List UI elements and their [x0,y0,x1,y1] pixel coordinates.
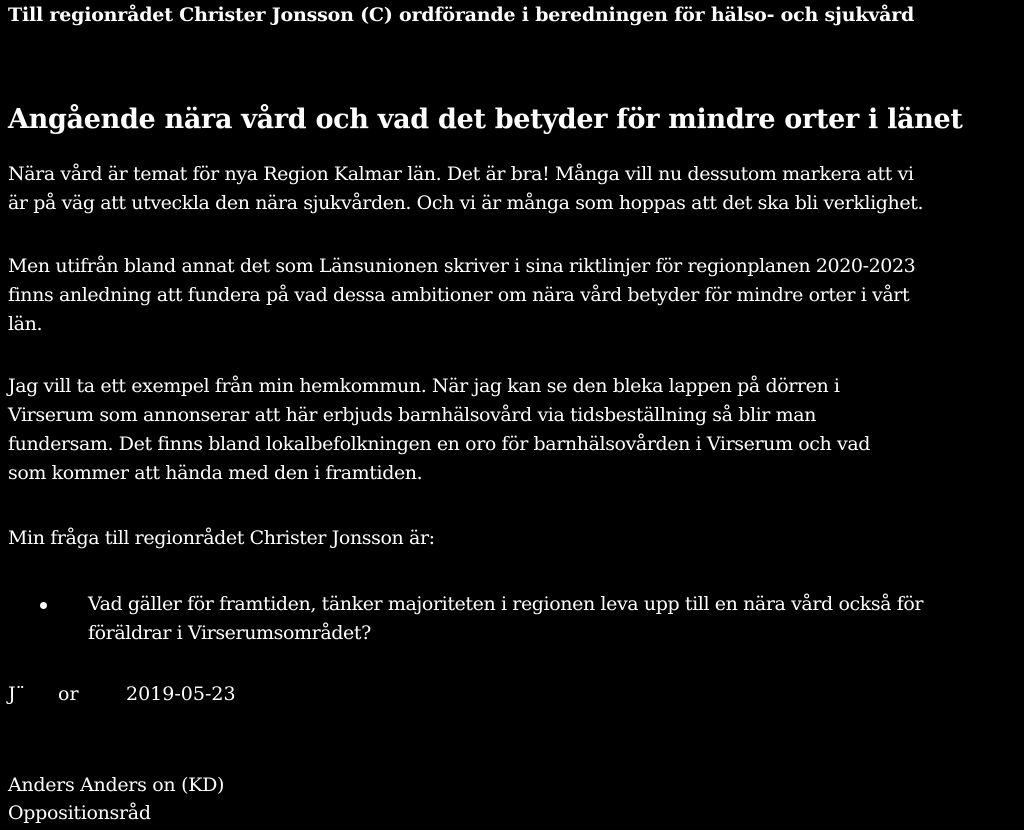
paragraph-intro [8,160,1018,218]
paragraph-line: Men utifrån bland annat det som Länsunionen skriver i sina riktlinjer för regionplanen 2020-2023 [8,255,916,277]
paragraph-line: fundersam. Det finns bland lokalbefolkningen en oro för barnhälsovården i Virserum och vad [8,433,871,455]
paragraph-line: Min fråga till regionrådet Christer Jonsson är: [8,527,435,549]
signature-name: Anders Anders on (KD) [8,774,225,796]
document-title: Angående nära vård och vad det betyder för mindre orter i länet [8,104,963,135]
paragraph-line: län. [8,313,43,335]
signature-block [8,771,224,827]
paragraph-line: som kommer att hända med den i framtiden. [8,462,423,484]
paragraph-line: är på väg att utveckla den nära sjukvården. Och vi är många som hoppas att det ska bli verklighet. [8,192,924,214]
paragraph-line: Virserum som annonserar att här erbjuds barnhälsovård via tidsbeställning så blir man [8,404,817,426]
paragraph-question-intro [8,524,1018,553]
paragraph-line: Jag vill ta ett exempel från min hemkommun. När jag kan se den bleka lappen på dörren i [8,375,840,397]
paragraph-line: finns anledning att fundera på vad dessa ambitioner om nära vård betyder för mindre orter i vårt [8,284,910,306]
paragraph-line: Nära vård är temat för nya Region Kalmar län. Det är bra! Många vill nu dessutom markera att vi [8,163,914,185]
question-list [40,590,923,648]
addressee-line: Till regionrådet Christer Jonsson (C) ordförande i beredningen för hälso- och sjukvård [8,4,915,26]
question-item [40,590,923,648]
place-date [8,680,236,709]
place-fragment: J¨ [8,683,26,705]
document-date: 2019-05-23 [126,683,236,705]
question-line: Vad gäller för framtiden, tänker majoriteten i regionen leva upp till en nära vård också för [88,593,924,615]
signature-role: Oppositionsråd [8,802,151,824]
paragraph-guidelines [8,252,1018,339]
paragraph-example [8,372,1018,488]
place-fragment: or [58,683,79,705]
question-line: föräldrar i Virserumsområdet? [88,622,371,644]
bullet-icon [40,602,47,609]
